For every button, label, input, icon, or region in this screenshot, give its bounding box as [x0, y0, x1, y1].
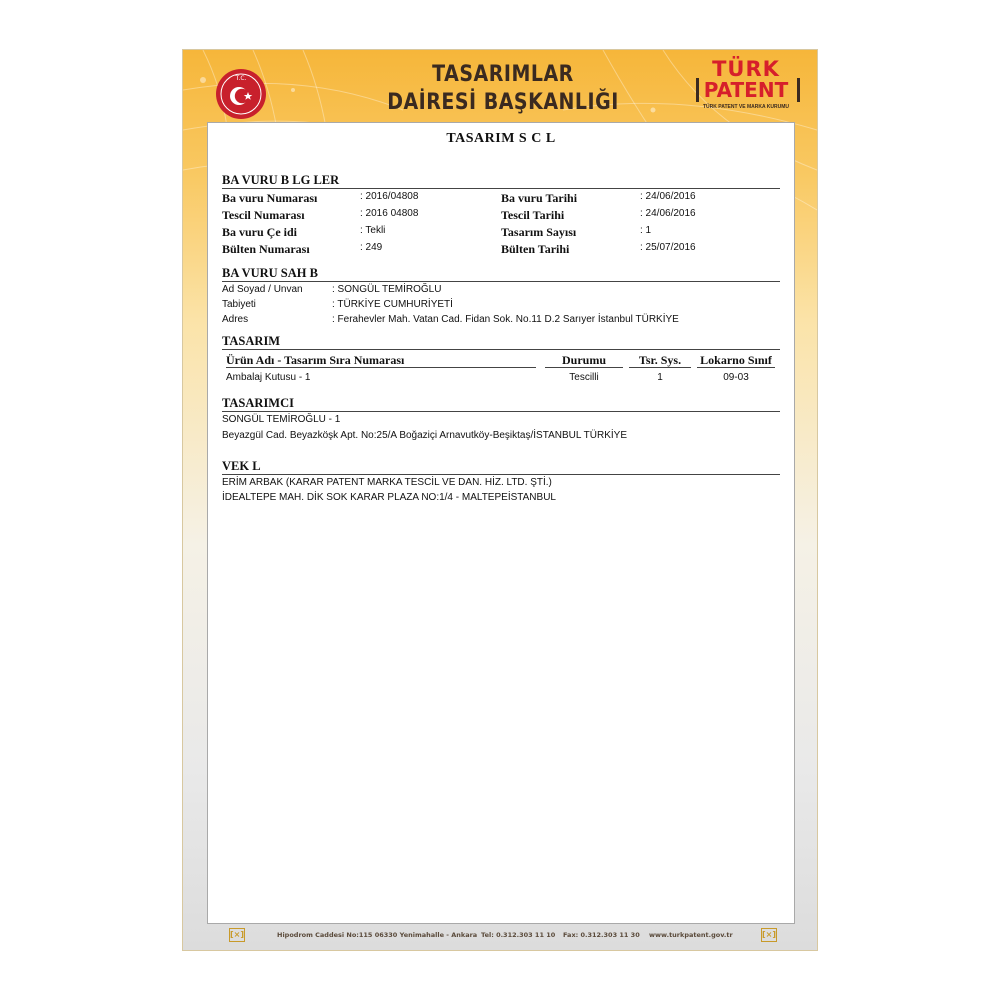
label-registration-date: Tescil Tarihi [501, 208, 565, 222]
attorney-address: İDEALTEPE MAH. DİK SOK KARAR PLAZA NO:1/4 - MALTEPEİSTANBUL [222, 492, 556, 503]
header-title-line2: DAİRESİ BAŞKANLIĞI [387, 89, 619, 115]
value-bulletin-number: : 249 [360, 242, 383, 253]
value-registration-date: : 24/06/2016 [640, 208, 696, 219]
logo-turk-text: TÜRK [712, 57, 780, 81]
label-applicant-name: Ad Soyad / Unvan [222, 284, 303, 295]
header-title [383, 60, 623, 116]
section-designer: TASARIMCI [222, 396, 780, 412]
design-row-locarno: 09-03 [723, 372, 749, 383]
value-applicant-name: : SONGÜL TEMİROĞLU [332, 284, 442, 295]
tc-seal-icon [215, 68, 267, 120]
label-application-number: Ba vuru Numarası [222, 191, 318, 205]
designer-address: Beyazgül Cad. Beyazköşk Apt. No:25/A Boğaziçi Arnavutköy-Beşiktaş/İSTANBUL TÜRKİYE [222, 430, 627, 441]
document-title: TASARIM S C L [446, 131, 556, 146]
section-design: TASARIM [222, 334, 780, 350]
design-row-status: Tescilli [569, 372, 599, 383]
footer-fax: Fax: 0.312.303 11 30 [563, 931, 640, 939]
label-application-type: Ba vuru Çe idi [222, 225, 298, 239]
value-application-date: : 24/06/2016 [640, 191, 696, 202]
header-title-line1: TASARIMLAR [432, 61, 574, 87]
column-locarno-class: Lokarno Sınıf [697, 353, 775, 368]
value-registration-number: : 2016 04808 [360, 208, 419, 219]
logo-subtitle: TÜRK PATENT VE MARKA KURUMU [702, 104, 789, 110]
designer-name: SONGÜL TEMİROĞLU - 1 [222, 414, 341, 425]
label-application-date: Ba vuru Tarihi [501, 191, 578, 205]
seal-text: T.C. [235, 75, 247, 82]
label-design-count: Tasarım Sayısı [501, 225, 577, 239]
turk-patent-logo [693, 58, 799, 114]
value-design-count: : 1 [640, 225, 652, 236]
column-design-count: Tsr. Sys. [629, 353, 691, 368]
label-bulletin-date: Bülten Tarihi [501, 242, 570, 256]
value-application-type: : Tekli [360, 225, 386, 236]
value-bulletin-date: : 25/07/2016 [640, 242, 696, 253]
label-registration-number: Tescil Numarası [222, 208, 305, 222]
footer-address: Hipodrom Caddesi No:115 06330 Yenimahalle - Ankara [277, 931, 478, 939]
attorney-name: ERİM ARBAK (KARAR PATENT MARKA TESCİL VE DAN. HİZ. LTD. ŞTİ.) [222, 477, 552, 488]
footer-tel: Tel: 0.312.303 11 10 [481, 931, 556, 939]
logo-patent-text: PATENT [703, 78, 789, 102]
section-application-info: BA VURU B LG LER [222, 173, 780, 189]
column-product-name: Ürün Adı - Tasarım Sıra Numarası [226, 353, 536, 368]
column-status: Durumu [545, 353, 623, 368]
certificate-content [207, 122, 795, 924]
design-row-name: Ambalaj Kutusu - 1 [226, 372, 311, 383]
section-attorney: VEK L [222, 459, 780, 475]
footer-left-icon: [×] [229, 928, 245, 942]
value-address: : Ferahevler Mah. Vatan Cad. Fidan Sok. No.11 D.2 Sarıyer İstanbul TÜRKİYE [332, 314, 679, 325]
footer [183, 926, 817, 946]
section-applicant: BA VURU SAH B [222, 266, 780, 282]
label-nationality: Tabiyeti [222, 299, 256, 310]
footer-right-icon: [×] [761, 928, 777, 942]
label-bulletin-number: Bülten Numarası [222, 242, 310, 256]
label-address: Adres [222, 314, 249, 325]
certificate-sheet [183, 50, 817, 950]
footer-web: www.turkpatent.gov.tr [649, 931, 733, 939]
value-application-number: : 2016/04808 [360, 191, 419, 202]
design-row-count: 1 [657, 372, 663, 383]
value-nationality: : TÜRKİYE CUMHURİYETİ [332, 299, 453, 310]
